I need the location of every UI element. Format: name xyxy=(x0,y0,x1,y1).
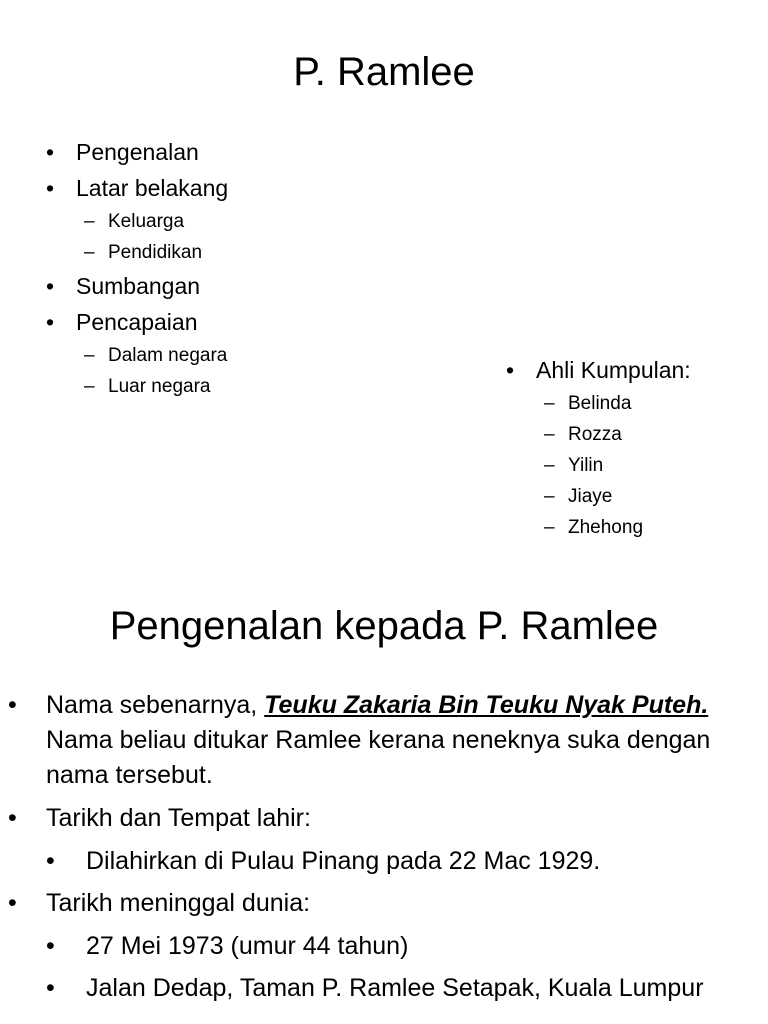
member-name: – Zhehong xyxy=(544,512,691,543)
member-name: – Belinda xyxy=(544,388,691,419)
outline-item: • Pencapaian xyxy=(46,304,228,340)
birth-label: • Tarikh dan Tempat lahir: xyxy=(8,801,764,836)
birth-detail: • Dilahirkan di Pulau Pinang pada 22 Mac 1929. xyxy=(46,844,764,879)
member-name: – Rozza xyxy=(544,419,691,450)
real-name: Teuku Zakaria Bin Teuku Nyak Puteh. xyxy=(264,691,709,719)
outline-subitem: – Pendidikan xyxy=(84,237,228,268)
outline-subitem: – Luar negara xyxy=(84,371,228,402)
death-place: • Jalan Dedap, Taman P. Ramlee Setapak, Kuala Lumpur xyxy=(46,971,764,1006)
outline-list xyxy=(46,134,228,402)
outline-subitem: – Dalam negara xyxy=(84,340,228,371)
member-name: – Yilin xyxy=(544,450,691,481)
member-name: – Jiaye xyxy=(544,481,691,512)
outline-item-label: Latar belakang xyxy=(76,175,229,201)
group-members-sublist xyxy=(544,388,691,543)
outline-item: • Sumbangan xyxy=(46,268,228,304)
outline-subitem: – Keluarga xyxy=(84,206,228,237)
intro-body xyxy=(8,688,764,1013)
slide-title: Pengenalan kepada P. Ramlee xyxy=(109,604,659,648)
real-name-prefix: Nama sebenarnya, xyxy=(46,691,265,719)
outline-item: • Pengenalan xyxy=(46,134,228,170)
outline-sublist xyxy=(84,340,228,402)
real-name-bullet xyxy=(8,688,764,793)
group-members-label: • Ahli Kumpulan: xyxy=(506,352,691,388)
death-label: • Tarikh meninggal dunia: xyxy=(8,886,764,921)
group-members-list xyxy=(506,352,691,543)
slide-title: P. Ramlee xyxy=(293,50,475,94)
outline-item xyxy=(46,170,228,206)
outline-sublist xyxy=(84,206,228,268)
slide-2 xyxy=(0,576,768,1024)
death-date: • 27 Mei 1973 (umur 44 tahun) xyxy=(46,929,764,964)
real-name-suffix: Nama beliau ditukar Ramlee kerana neneknya suka dengan nama tersebut. xyxy=(46,726,711,789)
